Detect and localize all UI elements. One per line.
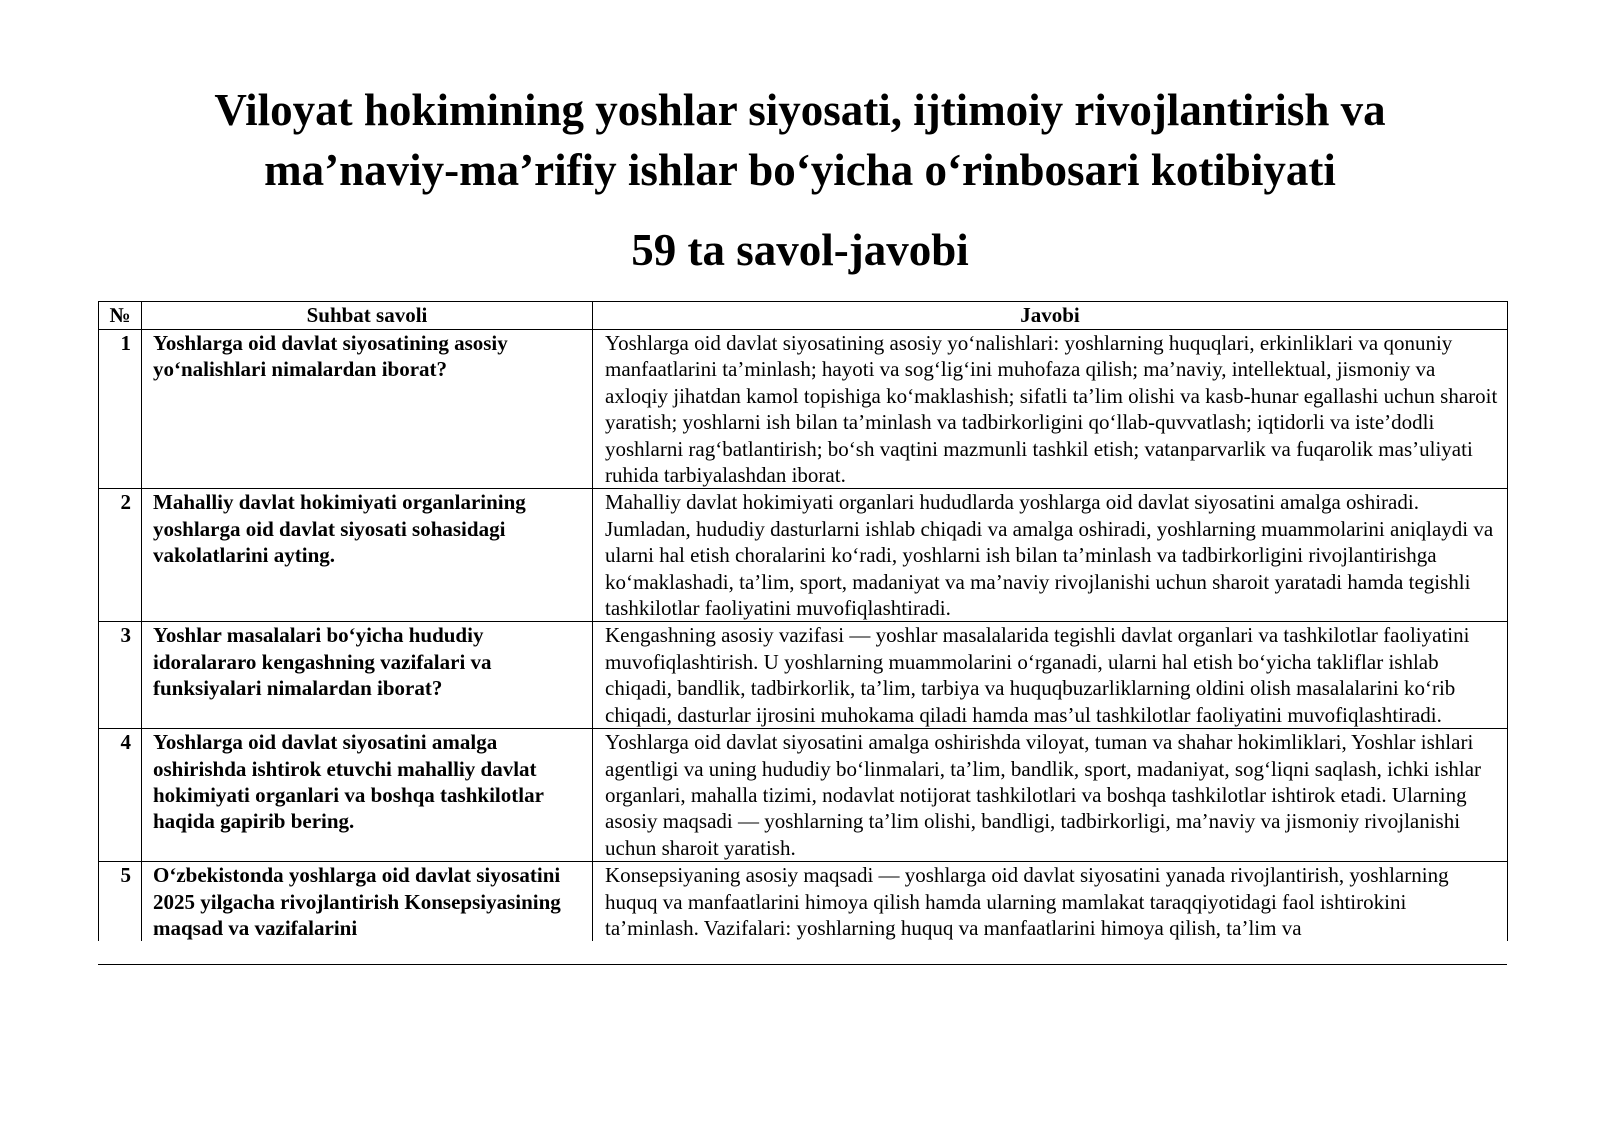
table-bottom-border xyxy=(98,964,1507,965)
row-question: O‘zbekistonda yoshlarga oid davlat siyosatini 2025 yilgacha rivojlantirish Konsepsiyasining maqsad va vazifalarini xyxy=(142,862,593,942)
row-answer: Yoshlarga oid davlat siyosatining asosiy yo‘nalishlari: yoshlarning huquqlari, erkinliklari va qonuniy manfaatlarini ta’minlash; hayoti va sog‘lig‘ini muhofaza qilish; ma’naviy, intellektual, jismoniy va axloqiy jihatdan kamol topishiga ko‘maklashish; sifatli ta’lim olishi va kasb-hunar egallashi uchun sharoit yaratish; yoshlarni ish bilan ta’minlash va tadbirkorligini qo‘llab-quvvatlash; iqtidorli va iste’dodli yoshlarni rag‘batlantirish; bo‘sh vaqtini mazmunli tashkil etish; vatanparvarlik va fuqarolik mas’uliyati ruhida tarbiyalashdan iborat. xyxy=(593,330,1508,489)
row-question: Yoshlarga oid davlat siyosatining asosiy yo‘nalishlari nimalardan iborat? xyxy=(142,330,593,489)
row-number: 2 xyxy=(99,489,142,622)
document-subtitle: 59 ta savol-javobi xyxy=(631,225,969,275)
header-number: № xyxy=(99,302,142,330)
row-number: 3 xyxy=(99,622,142,729)
row-number: 4 xyxy=(99,729,142,862)
header-answer: Javobi xyxy=(593,302,1508,330)
row-answer: Mahalliy davlat hokimiyati organlari hududlarda yoshlarga oid davlat siyosatini amalga oshiradi. Jumladan, hududiy dasturlarni ishlab chiqadi va amalga oshiradi, yoshlarning muammolarini aniqlaydi va ularni hal etish choralarini ko‘radi, yoshlarni ish bilan ta’minlash va tadbirkorligini rivojlantirishga ko‘maklashadi, ta’lim, sport, madaniyat va ma’naviy rivojlanishi uchun sharoit yaratadi hamda tegishli tashkilotlar faoliyatini muvofiqlashtiradi. xyxy=(593,489,1508,622)
table-row xyxy=(99,729,1508,862)
row-answer: Yoshlarga oid davlat siyosatini amalga oshirishda viloyat, tuman va shahar hokimliklari, Yoshlar ishlari agentligi va uning hududiy bo‘linmalari, ta’lim, bandlik, sport, madaniyat, sog‘liqni saqlash, ichki ishlar organlari, mahalla tizimi, nodavlat notijorat tashkilotlari va boshqa tashkilotlar ishtirok etadi. Ularning asosiy maqsadi — yoshlarning ta’lim olishi, bandligi, tadbirkorligi, ma’naviy va jismoniy rivojlanishi uchun sharoit yaratish. xyxy=(593,729,1508,862)
title-line-2: ma’naviy-ma’rifiy ishlar bo‘yicha o‘rinbosari kotibiyati xyxy=(264,145,1336,195)
table-row xyxy=(99,862,1508,942)
row-number: 1 xyxy=(99,330,142,489)
table-row xyxy=(99,330,1508,489)
header-question: Suhbat savoli xyxy=(142,302,593,330)
title-line-1: Viloyat hokimining yoshlar siyosati, ijtimoiy rivojlantirish va xyxy=(214,85,1386,135)
row-answer: Kengashning asosiy vazifasi — yoshlar masalalarida tegishli davlat organlari va tashkilotlar faoliyatini muvofiqlashtirish. U yoshlarning muammolarini o‘rganadi, ularni hal etish bo‘yicha takliflar ishlab chiqadi, bandlik, tadbirkorlik, ta’lim, tarbiya va huquqbuzarliklarning oldini olish masalalarini ko‘rib chiqadi, dasturlar ijrosini muhokama qiladi hamda mas’ul tashkilotlar faoliyatini muvofiqlashtiradi. xyxy=(593,622,1508,729)
row-question: Yoshlar masalalari bo‘yicha hududiy idoralararo kengashning vazifalari va funksiyalari nimalardan iborat? xyxy=(142,622,593,729)
table-row xyxy=(99,622,1508,729)
row-number: 5 xyxy=(99,862,142,942)
row-answer: Konsepsiyaning asosiy maqsadi — yoshlarga oid davlat siyosatini yanada rivojlantirish, yoshlarning huquq va manfaatlarini himoya qilish hamda ularning mamlakat taraqqiyotidagi faol ishtirokini ta’minlash. Vazifalari: yoshlarning huquq va manfaatlarini himoya qilish, ta’lim va xyxy=(593,862,1508,942)
qa-table xyxy=(98,301,1508,941)
table-header-row xyxy=(99,302,1508,330)
row-question: Yoshlarga oid davlat siyosatini amalga oshirishda ishtirok etuvchi mahalliy davlat hokimiyati organlari va boshqa tashkilotlar haqida gapirib bering. xyxy=(142,729,593,862)
table-row xyxy=(99,489,1508,622)
row-question: Mahalliy davlat hokimiyati organlarining yoshlarga oid davlat siyosati sohasidagi vakolatlarini ayting. xyxy=(142,489,593,622)
